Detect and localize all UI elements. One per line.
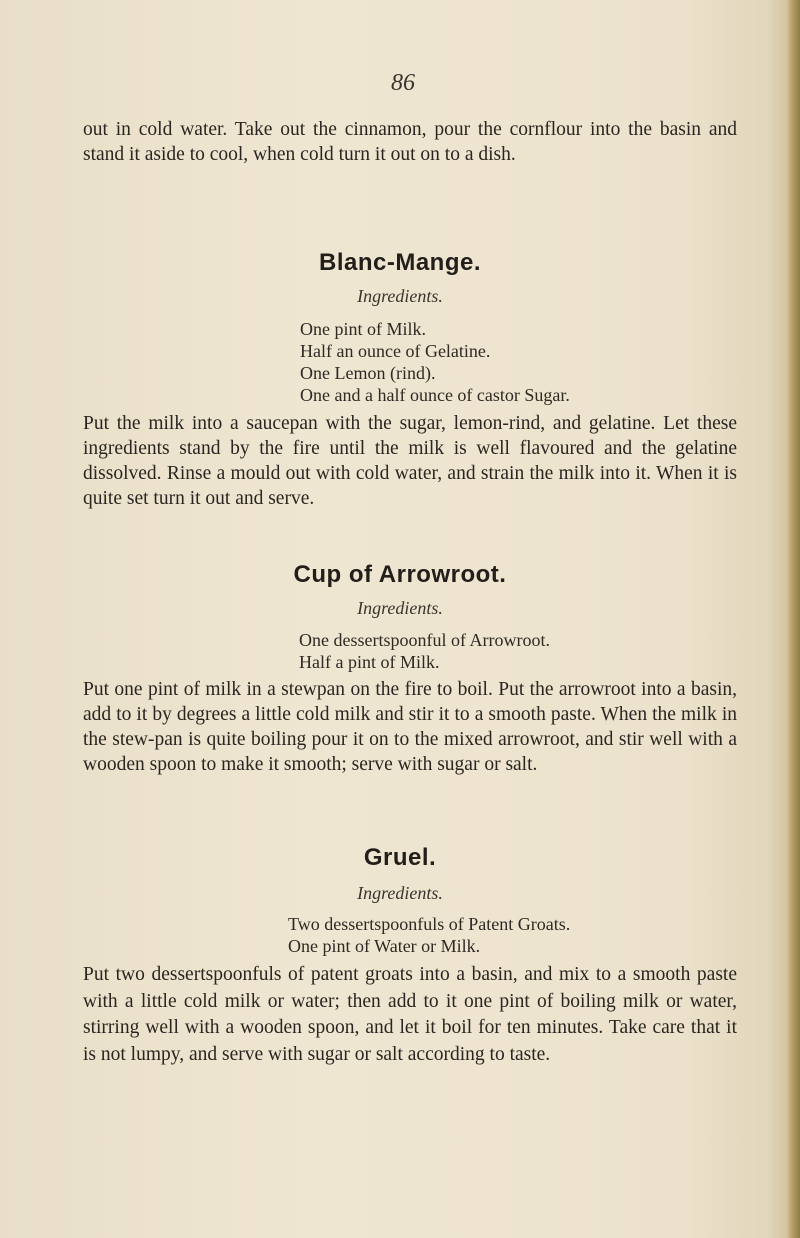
page-edge — [786, 0, 800, 1238]
ingredient-item: One and a half ounce of castor Sugar. — [300, 385, 570, 405]
ingredients-list-arrowroot — [299, 629, 550, 673]
ingredient-item: One pint of Water or Milk. — [288, 936, 481, 956]
ingredient-item: One Lemon (rind). — [300, 363, 436, 383]
page-number: 86 — [391, 70, 415, 96]
ingredient-item: One dessertspoonful of Arrowroot. — [299, 630, 550, 650]
recipe-title-arrowroot: Cup of Arrowroot. — [293, 561, 507, 588]
recipe-title-blanc-mange: Blanc-Mange. — [318, 249, 482, 276]
recipe-method-arrowroot: Put one pint of milk in a stewpan on the fire to boil. Put the arrowroot into a basin, add to it by degrees a little cold milk and stir it to a smooth paste. When the milk in the stew-pan is quite boiling pour it on to the mixed arrowroot, and stir well with a wooden spoon to make it smooth; serve with sugar or salt. — [83, 679, 737, 775]
ingredient-item: Half an ounce of Gelatine. — [300, 341, 491, 361]
ingredients-label: Ingredients. — [357, 598, 443, 618]
recipe-method-gruel: Put two dessertspoonfuls of patent groats into a basin, and mix to a smooth paste with a little cold milk or water; then add to it one pint of boiling milk or water, stirring well with a wooden spoon, and let it boil for ten minutes. Take care that it is not lumpy, and serve with sugar or salt according to taste. — [83, 964, 737, 1065]
recipe-method-blanc-mange: Put the milk into a saucepan with the sugar, lemon-rind, and gelatine. Let these ingredients stand by the fire until the milk is well flavoured and the gelatine dissolved. Rinse a mould out with cold water, and strain the milk into it. When it is quite set turn it out and serve. — [83, 413, 737, 509]
ingredients-label: Ingredients. — [357, 883, 443, 903]
recipe-title-gruel: Gruel. — [363, 844, 437, 871]
ingredient-item: One pint of Milk. — [300, 319, 426, 339]
ingredient-item: Half a pint of Milk. — [299, 652, 440, 672]
ingredients-list-blanc-mange — [300, 318, 570, 406]
ingredients-label: Ingredients. — [357, 286, 443, 306]
ingredients-list-gruel — [288, 913, 570, 957]
ingredient-item: Two dessertspoonfuls of Patent Groats. — [288, 914, 571, 934]
intro-paragraph: out in cold water. Take out the cinnamon, pour the cornflour into the basin and stand it aside to cool, when cold turn it out on to a dish. — [83, 119, 737, 165]
